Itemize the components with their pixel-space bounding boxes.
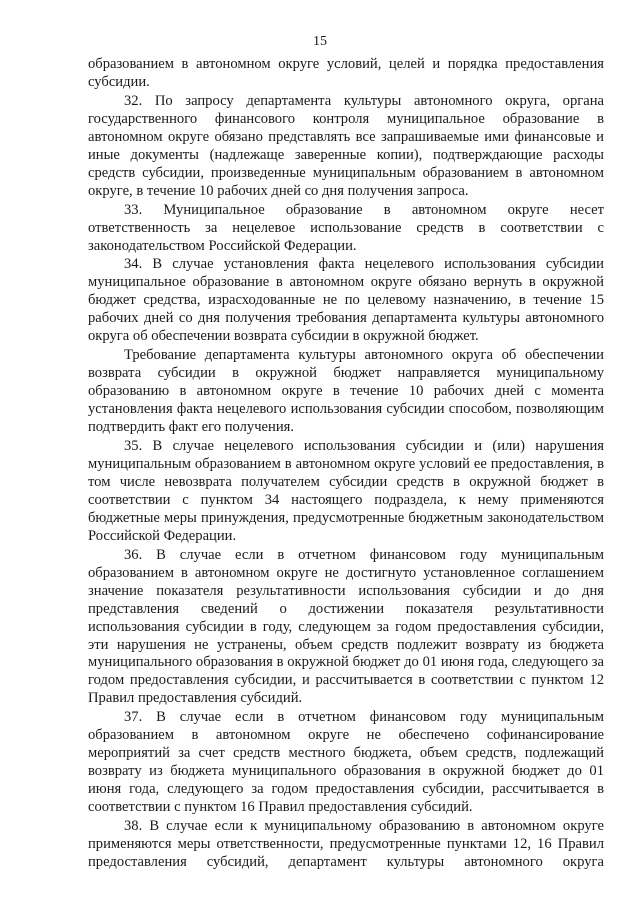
paragraph: 33. Муниципальное образование в автономном округе несет ответственность за нецелевое использование средств в соответствии с законодательством Российской Федерации. [88,201,604,254]
paragraph: 36. В случае если в отчетном финансовом году муниципальным образованием в автономном округе не достигнуто установленное соглашением значение показателя результативности использования субсидии и до дня представления сведений о достижении показателя результативности использования субсидии в году, следующем за годом предоставления субсидии, эти нарушения не устранены, объем средств подлежит возврату из бюджета муниципального образования в окружной бюджет до 01 июня года, следующего за годом предоставления субсидии, и рассчитывается в соответствии с пунктом 12 Правил предоставления субсидий. [88,546,604,707]
paragraph: 37. В случае если в отчетном финансовом году муниципальным образованием в автономном округе не обеспечено софинансирование мероприятий за счет средств местного бюджета, объем средств, подлежащий возврату из бюджета муниципального образования в окружной бюджет до 01 июня года, следующего за годом предоставления субсидии, рассчитывается в соответствии с пунктом 16 Правил предоставления субсидий. [88,709,604,816]
paragraph: 38. В случае если к муниципальному образованию в автономном округе применяются меры ответственности, предусмотренные пунктами 12, 16 Правил предоставления субсидий, департамент культуры автономного округа [88,818,604,870]
page-number: 15 [313,34,327,49]
paragraph: 35. В случае нецелевого использования субсидии и (или) нарушения муниципальным образованием в автономном округе условий ее предоставления, в том числе невозврата получателем субсидии средств в окружной бюджет в соответствии с пунктом 34 настоящего подраздела, к нему применяются бюджетные меры принуждения, предусмотренные бюджетным законодательством Российской Федерации. [88,438,604,544]
paragraph: образованием в автономном округе условий, целей и порядка предоставления субсидии. [88,56,604,90]
paragraph: Требование департамента культуры автономного округа об обеспечении возврата субсидии в окружной бюджет направляется муниципальному образованию в автономном округе в течение 10 рабочих дней с момента установления факта нецелевого использования субсидии способом, позволяющим подтвердить факт его получения. [88,347,604,436]
paragraph: 34. В случае установления факта нецелевого использования субсидии муниципальное образование в автономном округе обязано вернуть в окружной бюджет средства, израсходованные не по целевому назначению, в течение 15 рабочих дней со дня получения требования департамента культуры автономного округа об обеспечении возврата субсидии в окружной бюджет. [88,256,604,345]
paragraph: 32. По запросу департамента культуры автономного округа, органа государственного финансового контроля муниципальное образование в автономном округе обязано представлять все запрашиваемые ими финансовые и иные документы (надлежаще заверенные копии), подтверждающие расходы средств субсидии, произведенные муниципальным образованием в автономном округе, в течение 10 рабочих дней со дня получения запроса. [88,92,604,199]
document-body [88,56,604,872]
